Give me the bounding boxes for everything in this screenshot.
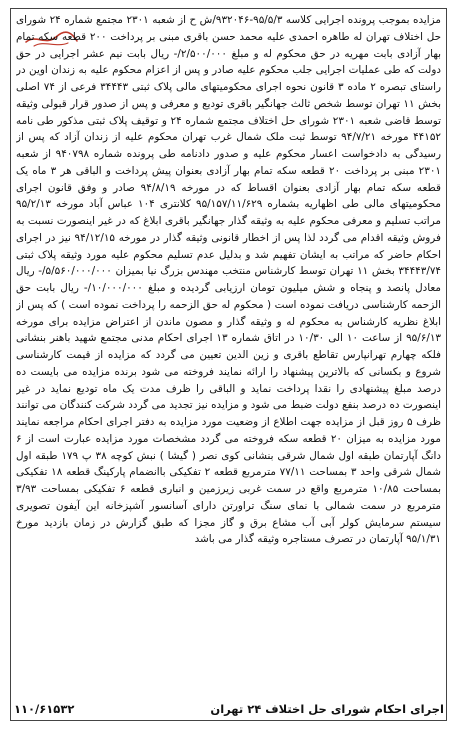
notice-reference-number: ۱۱۰/۶۱۵۳۲ bbox=[14, 702, 75, 716]
notice-issuer: اجرای احکام شورای حل اختلاف ۲۴ تهران bbox=[210, 702, 444, 716]
notice-body-text: مزایده بموجب پرونده اجرایی کلاسه ۹۵/۵/۳-۹۳۲۰۴۶/ش ح از شعبه ۲۳۰۱ مجتمع شماره ۲۴ شورای حل اختلاف تهران له طاهره احمدی علیه محمد حسن باقری مبنی بر پرداخت ۲۰۰ قطعه سکه تمام بهار آزادی بابت مهریه در حق محکوم له و مبلغ ۲/۵۰۰/۰۰۰/- ریال بابت نیم عشر اجرایی در حق دولت که طی عملیات اجرایی جلب محکوم علیه صادر و پس از اعزام محکوم علیه به زندان اوین در راستای تبصره ۲ ماده ۳ قانون نحوه اجرای محکومیتهای مالی پلاک ثبتی ۳۴۴۴۳ فرعی از ۷۴ اصلی بخش ۱۱ تهران توسط شخص ثالث جهانگیر باقری تودیع و معرفی و پس از صدور قرار قبولی وثیقه توسط قاضی شعبه ۲۳۰۱ شورای حل اختلاف مجتمع شماره ۲۴ و توقیف پلاک ثبتی مذکور طی نامه ۴۴۱۵۲ مورخه ۹۴/۷/۲۱ توسط ثبت ملک شمال غرب تهران محکوم علیه از زندان آزاد که پس از رسیدگی به دادخواست اعسار محکوم علیه و صدور دادنامه طی پرونده شماره ۹۴۰۷۹۸ از شعبه ۲۳۰۱ مبنی بر پرداخت ۲۰ قطعه سکه تمام بهار آزادی بعنوان پیش پرداخت و الباقی هر ۳ ماه یک قطعه سکه تمام بهار آزادی بعنوان اقساط که در مورخه ۹۴/۸/۱۹ صادر و وفق قانون اجرای محکومیتهای مالی طی اظهاریه بشماره ۹۵/۱۵۷/۱۱/۶۲۹ کلانتری ۱۰۴ عباس آباد مورخه ۹۵/۲/۱۳ مراتب تسلیم و معرفی محکوم علیه به وثیقه گذار جهانگیر باقری ابلاغ که در غیر اینصورت نسبت به فروش وثیقه اقدام می گردد لذا پس از اخطار قانونی وثیقه گذار در مورخه ۹۴/۱۲/۱۵ نیز در اجرای احکام حاضر که مراتب به ایشان تفهیم شد و بدلیل عدم تسلیم محکوم علیه مورد وثیقه پلاک ثبتی ۳۴۴۴۳/۷۴ بخش ۱۱ تهران توسط کارشناس منتخب مهندس بزرگ نیا بمیزان ۵/۵۶۰/۰۰۰/۰۰۰/- ریال معادل پانصد و پنجاه و شش میلیون تومان ارزیابی گردیده و مبلغ ۱۰/۰۰۰/۰۰۰/- ریال بابت حق الزحمه کارشناسی دریافت نموده است ( محکوم له حق الزحمه را پرداخت نموده است ) که پس از ابلاغ نظریه کارشناس به محکوم له و وثیقه گذار و مصون ماندن از اعتراض مزایده برای مورخه ۹۵/۶/۱۳ از ساعت ۱۰ الی ۱۰/۳۰ در اتاق شماره ۱۳ اجرای احکام مدنی مجتمع شهید باهنر بنشانی فلکه چهارم تهرانپارس تقاطع باقری و زین الدین تعیین می گردد که مزایده از قیمت کارشناسی شروع و بکسانی که بالاترین پیشنهاد را ارائه نمایند فروخته می شود برنده مزایده می بایست ده درصد مبلغ پیشنهادی را نقدا پرداخت نماید و الباقی را ظرف مدت یک ماه تودیع نماید در غیر اینصورت ده درصد بنفع دولت ضبط می شود و مزایده نیز تجدید می گردد شرکت کنندگان می توانند ظرف ۵ روز قبل از مزایده جهت اطلاع از وضعیت مورد مزایده به دفتر اجرای احکام مراجعه نمایند مورد مزایده به میزان ۲۰ قطعه سکه فروخته می گردد مشخصات مورد مزایده عبارت است از ۶ دانگ آپارتمان طبقه اول شمال شرقی بنشانی کوی نصر ( گیشا ) نبش کوچه ۳۸ پ ۱۷۹ طبقه اول شمال شرقی واحد ۳ بمساحت ۷۷/۱۱ مترمربع قطعه ۲ تفکیکی باانضمام پارکینگ قطعه ۱۸ تفکیکی بمساحت ۱۰/۸۵ مترمربع واقع در سمت غربی زیرزمین و انباری قطعه ۶ تفکیکی بمساحت ۳/۹۳ مترمربع در سمت شمالی با نمای سنگ تراورتن دارای آسانسور آشپزخانه این آیفون تصویری سیستم سرمایش کولر آبی آب مشاع برق و گاز مجزا که طبق گزارش در زمان بازدید مورخ ۹۵/۱/۳۱ آپارتمان در تصرف مستاجره وثیقه گذار می باشد bbox=[16, 14, 441, 546]
notice-footer bbox=[14, 700, 444, 718]
